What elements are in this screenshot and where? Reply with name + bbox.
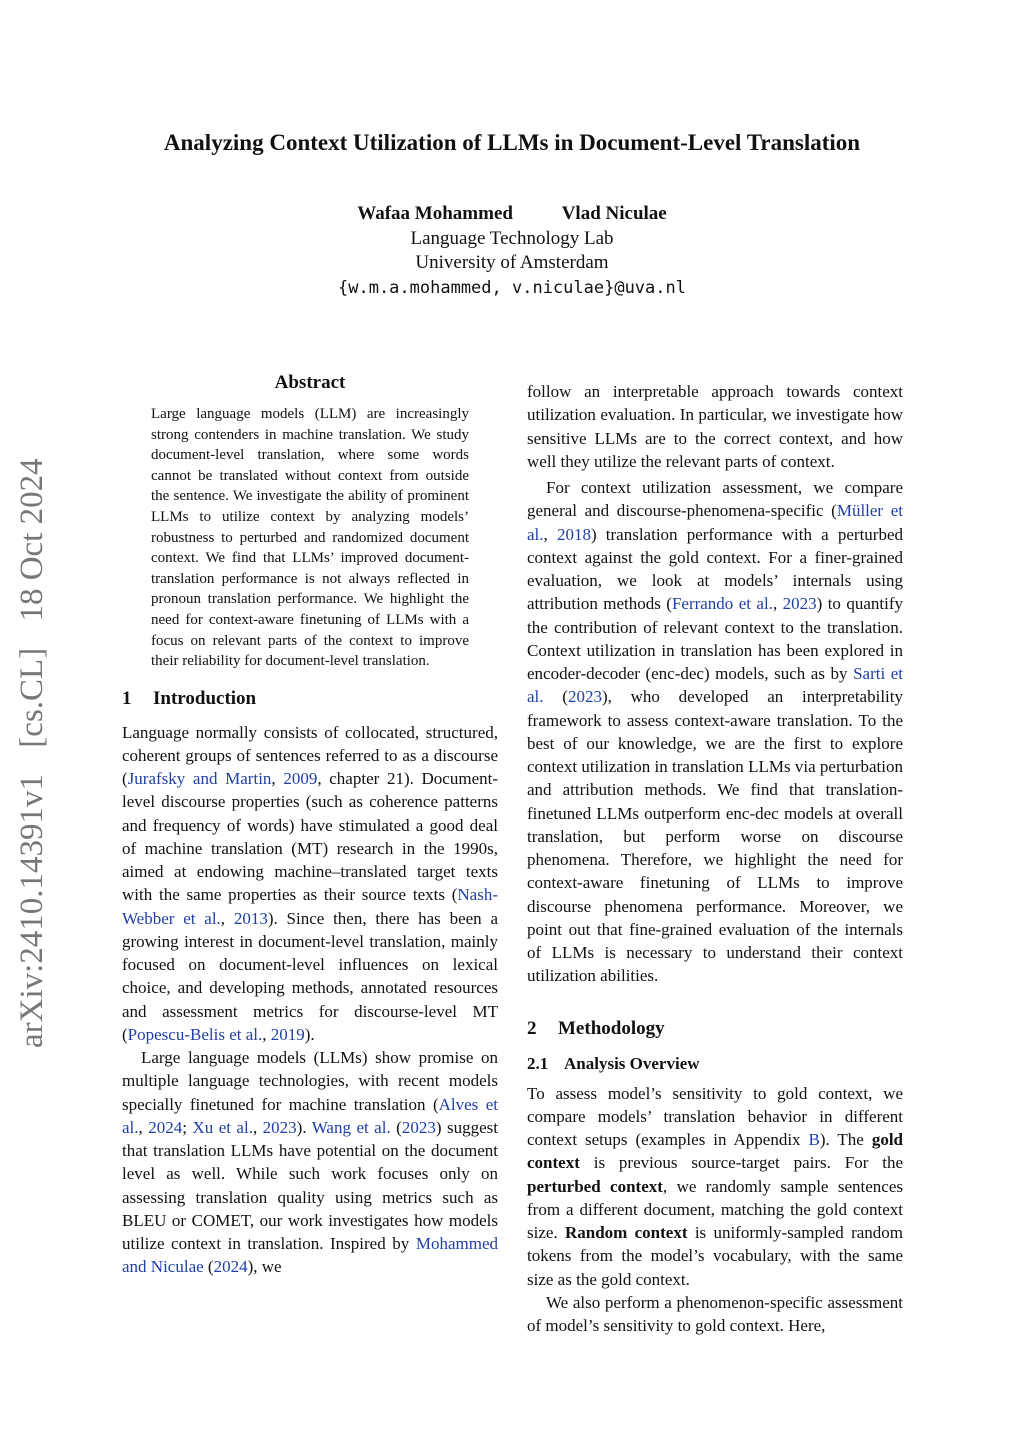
- text-run: To assess model’s sensitivity to gold context, we compare models’ translation behavior in different context setups (examples in Appendix: [527, 1083, 903, 1149]
- text-run: ).: [296, 1117, 312, 1137]
- citation-link[interactable]: 2023: [567, 687, 602, 707]
- citation-link[interactable]: 2013: [233, 908, 268, 928]
- citation-link[interactable]: 2018: [556, 524, 591, 544]
- abstract-heading: Abstract: [274, 372, 346, 393]
- citation-link[interactable]: 2024: [148, 1117, 183, 1137]
- intro-paragraph-3: follow an interpretable approach towards context utilization evaluation. In particular, we investigate how sensitive LLMs are to the correct context, and how well they utilize the relevant parts of context.: [527, 382, 903, 471]
- text-run: , chapter 21). Document-level discourse properties (such as coherence patterns and frequency of words) have stimulated a good deal of machine translation (MT) research in the 1990s, aimed at endowing machine–translated target texts with the same properties as their source texts (: [122, 769, 498, 905]
- citation-link[interactable]: 2009: [283, 769, 318, 789]
- citation-link[interactable]: Alves et al.: [122, 1094, 498, 1137]
- text-run: Language normally consists of collocated, structured, coherent groups of sentences referred to as a discourse (: [122, 722, 498, 789]
- abstract-text: Large language models (LLM) are increasingly strong contenders in machine translation. We study document-level translation, where some words cannot be translated without context from outside the sentence. We investigate the ability of prominent LLMs to utilize context by analyzing models’ robustness to perturbed and randomized document context. We find that LLMs’ improved document-translation performance is not always reflected in pronoun translation performance. We highlight the need for context-aware finetuning of LLMs with a focus on relevant parts of the context to improve their reliability for document-level translation.: [151, 406, 469, 670]
- text-run: (: [203, 1257, 214, 1277]
- bold-term: Random context: [564, 1223, 688, 1242]
- bold-term: perturbed context: [527, 1176, 663, 1196]
- citation-link[interactable]: Popescu-Belis et al.: [127, 1024, 263, 1044]
- text-run: , we randomly sample sentences from a different document, matching the gold context size.: [527, 1176, 903, 1242]
- text-run: ,: [543, 524, 557, 544]
- section-heading-introduction: [122, 688, 498, 710]
- left-column: [122, 372, 498, 1279]
- text-run: ).: [304, 1024, 315, 1044]
- arxiv-id: arXiv:2410.14391v1: [14, 773, 50, 1048]
- text-run: ), who developed an interpretability framework to assess context-aware translation. To the best of our knowledge, we are the first to explore context utilization in translation LLMs via perturbation and attribution methods. We find that translation-finetuned LLMs outperform enc-dec models at overall translation, but perform worse on discourse phenomena. Therefore, we highlight the need for context-aware finetuning of LLMs to improve discourse phenomena performance. Moreover, we point out that fine-grained evaluation of the internals of LLMs is necessary to understand their context utilization abilities.: [527, 687, 903, 986]
- text-run: ). The: [819, 1130, 872, 1149]
- subsection-title: Analysis Overview: [564, 1053, 700, 1073]
- citation-link[interactable]: Nash-Webber et al.: [122, 885, 498, 928]
- citation-link[interactable]: Xu et al.: [192, 1117, 253, 1137]
- abstract-section: [122, 372, 498, 672]
- citation-link[interactable]: 2019: [270, 1024, 305, 1044]
- section-heading-methodology: [527, 1018, 903, 1040]
- text-run: ,: [772, 594, 783, 614]
- method-paragraph-1: [527, 1082, 903, 1291]
- text-run: ) translation performance with a perturbed context against the gold context. For a finer-grained evaluation, we look at models’ internals using attribution methods (: [527, 524, 904, 614]
- intro-paragraph-4: [527, 476, 903, 988]
- intro-paragraph-1: [122, 721, 498, 1047]
- section-title: Introduction: [153, 687, 257, 709]
- text-run: ,: [252, 1117, 263, 1137]
- text-run: (: [390, 1117, 402, 1137]
- author-list: [0, 203, 1024, 225]
- citation-link[interactable]: Wang et al.: [311, 1117, 391, 1137]
- text-run: ,: [271, 769, 284, 789]
- appendix-link[interactable]: B: [808, 1130, 820, 1149]
- section-title: Methodology: [558, 1017, 665, 1039]
- text-run: (: [543, 687, 568, 707]
- method-paragraph-2: We also perform a phenomenon-specific assessment of model’s sensitivity to gold context. Here,: [527, 1292, 903, 1335]
- subsection-number: 2.1: [527, 1053, 549, 1073]
- text-run: ,: [138, 1117, 149, 1137]
- section-number: 2: [527, 1017, 537, 1039]
- arxiv-date: 18 Oct 2024: [14, 458, 50, 622]
- text-run: ). Since then, there has been a growing interest in document-level translation, mainly focused on document-level influences on lexical choice, and developing methods, annotated resources and assessment metrics for discourse-level MT (: [122, 908, 498, 1044]
- citation-link[interactable]: 2024: [213, 1257, 248, 1277]
- text-run: ;: [182, 1117, 193, 1137]
- bold-term: gold context: [527, 1130, 903, 1173]
- affiliation-lab: Language Technology Lab: [410, 228, 614, 249]
- text-run: ) to quantify the contribution of relevant context to the translation. Context utilization in translation has been explored in encoder-decoder (enc-dec) models, such as by: [527, 594, 903, 683]
- text-run: ), we: [247, 1257, 282, 1277]
- text-run: ,: [220, 908, 234, 928]
- citation-link[interactable]: Sarti et al.: [527, 664, 903, 707]
- subsection-heading-analysis-overview: [527, 1054, 903, 1074]
- author-email: {w.m.a.mohammed, v.niculae}@uva.nl: [338, 278, 686, 298]
- author-name: Vlad Niculae: [561, 203, 667, 224]
- intro-paragraph-2: [122, 1046, 498, 1279]
- text-run: is previous source-target pairs. For the: [579, 1153, 903, 1173]
- citation-link[interactable]: Mohammed and Niculae: [122, 1234, 498, 1277]
- affiliation-university: University of Amsterdam: [415, 252, 609, 273]
- citation-link[interactable]: Ferrando et al.: [671, 594, 773, 614]
- arxiv-stamp: [14, 440, 51, 1048]
- text-run: For context utilization assessment, we compare general and discourse-phenomena-specific (: [527, 478, 903, 521]
- author-name: Wafaa Mohammed: [357, 203, 513, 224]
- text-run: ,: [262, 1024, 271, 1044]
- text-run: is uniformly-sampled random tokens from the model’s vocabulary, with the same size as the gold context.: [527, 1223, 903, 1289]
- right-column: [527, 380, 903, 1337]
- text-run: Large language models (LLMs) show promise on multiple language technologies, with recent models specially finetuned for machine translation (: [122, 1048, 498, 1114]
- citation-link[interactable]: 2023: [401, 1117, 436, 1137]
- citation-link[interactable]: Müller et al.: [527, 501, 903, 544]
- citation-link[interactable]: 2023: [782, 594, 817, 614]
- citation-link[interactable]: 2023: [262, 1117, 297, 1137]
- arxiv-category: [cs.CL]: [14, 647, 50, 748]
- text-run: ) suggest that translation LLMs have potential on the document level as well. While such work focuses only on assessing translation quality using metrics such as BLEU or COMET, our work investigates how models utilize context in translation. Inspired by: [122, 1117, 498, 1254]
- paper-title: Analyzing Context Utilization of LLMs in Document-Level Translation: [163, 130, 861, 155]
- section-number: 1: [122, 687, 132, 709]
- citation-link[interactable]: Jurafsky and Martin: [127, 769, 272, 789]
